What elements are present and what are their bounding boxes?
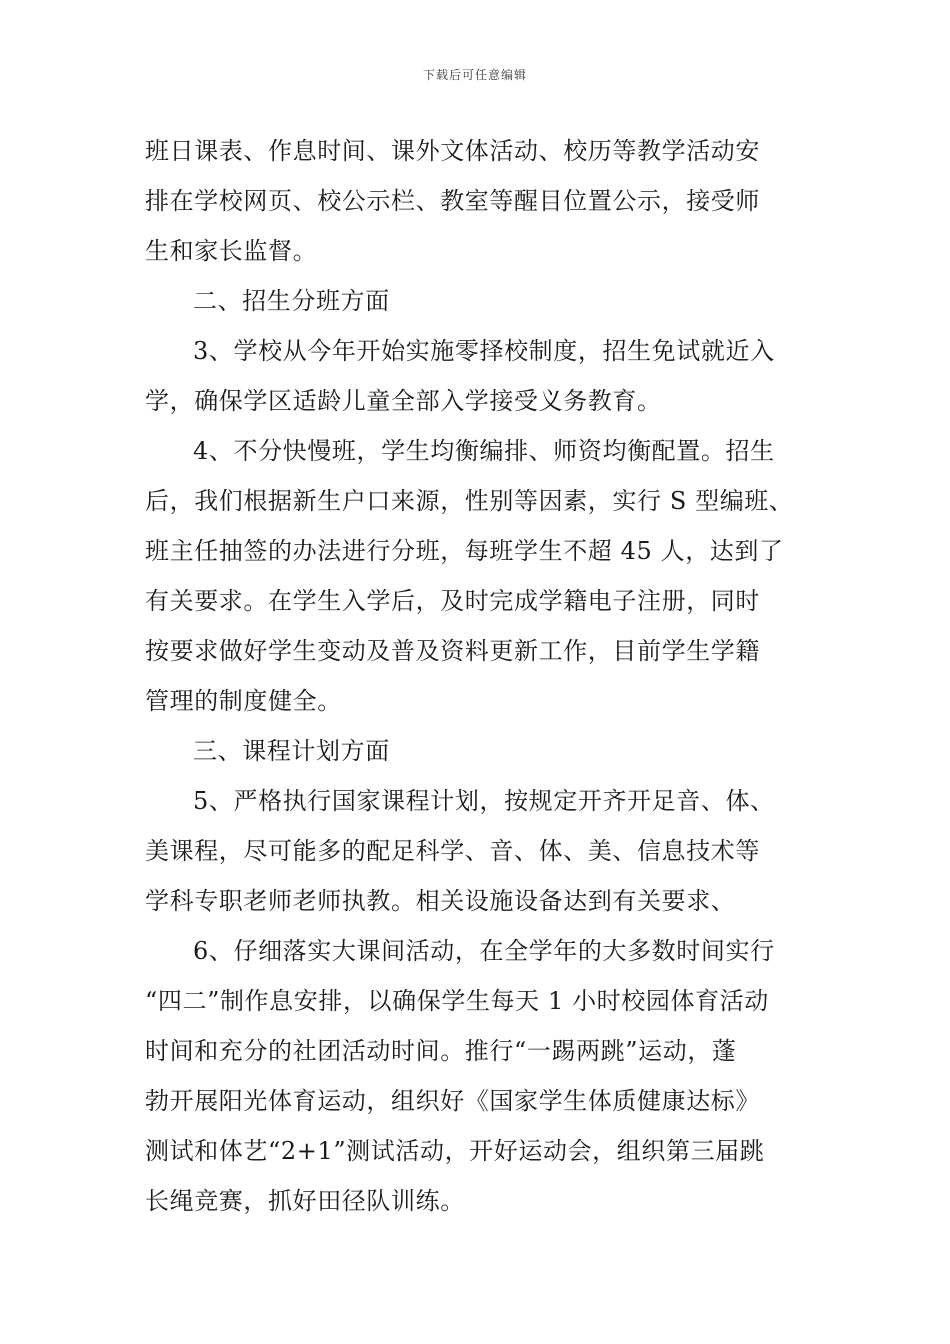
text-line: 生和家长监督。 <box>145 237 318 265</box>
text-line: 勃开展阳光体育运动，组织好《国家学生体质健康达标》 <box>145 1087 760 1115</box>
text-line: “四二”制作息安排，以确保学生每天 1 小时校园体育活动 <box>145 987 769 1015</box>
text-line: 学，确保学区适龄儿童全部入学接受义务教育。 <box>145 387 662 415</box>
text-line: 班主任抽签的办法进行分班，每班学生不超 45 人，达到了 <box>145 537 784 565</box>
text-line: 有关要求。在学生入学后，及时完成学籍电子注册，同时 <box>145 587 760 615</box>
text-line: 4、不分快慢班，学生均衡编排、师资均衡配置。招生 <box>193 437 775 465</box>
text-line: 后，我们根据新生户口来源，性别等因素，实行 S 型编班、 <box>145 487 794 515</box>
section-heading: 二、招生分班方面 <box>193 287 390 315</box>
text-line: 班日课表、作息时间、课外文体活动、校历等教学活动安 <box>145 137 760 165</box>
text-line: 3、学校从今年开始实施零择校制度，招生免试就近入 <box>193 337 775 365</box>
section-heading: 三、课程计划方面 <box>193 737 390 765</box>
page-header: 下载后可任意编辑 <box>422 68 527 82</box>
text-line: 测试和体艺“2+1”测试活动，开好运动会，组织第三届跳 <box>145 1137 765 1165</box>
text-line: 美课程，尽可能多的配足科学、音、体、美、信息技术等 <box>145 837 760 865</box>
text-line: 学科专职老师老师执教。相关设施设备达到有关要求、 <box>145 887 736 915</box>
text-line: 管理的制度健全。 <box>145 687 342 715</box>
text-line: 5、严格执行国家课程计划，按规定开齐开足音、体、 <box>193 787 775 815</box>
text-line: 按要求做好学生变动及普及资料更新工作，目前学生学籍 <box>145 637 760 665</box>
text-line: 6、仔细落实大课间活动，在全学年的大多数时间实行 <box>193 937 775 965</box>
text-line: 长绳竞赛，抓好田径队训练。 <box>145 1187 465 1215</box>
text-line: 时间和充分的社团活动时间。推行“一踢两跳”运动，蓬 <box>145 1037 737 1065</box>
text-line: 排在学校网页、校公示栏、教室等醒目位置公示，接受师 <box>145 187 760 215</box>
